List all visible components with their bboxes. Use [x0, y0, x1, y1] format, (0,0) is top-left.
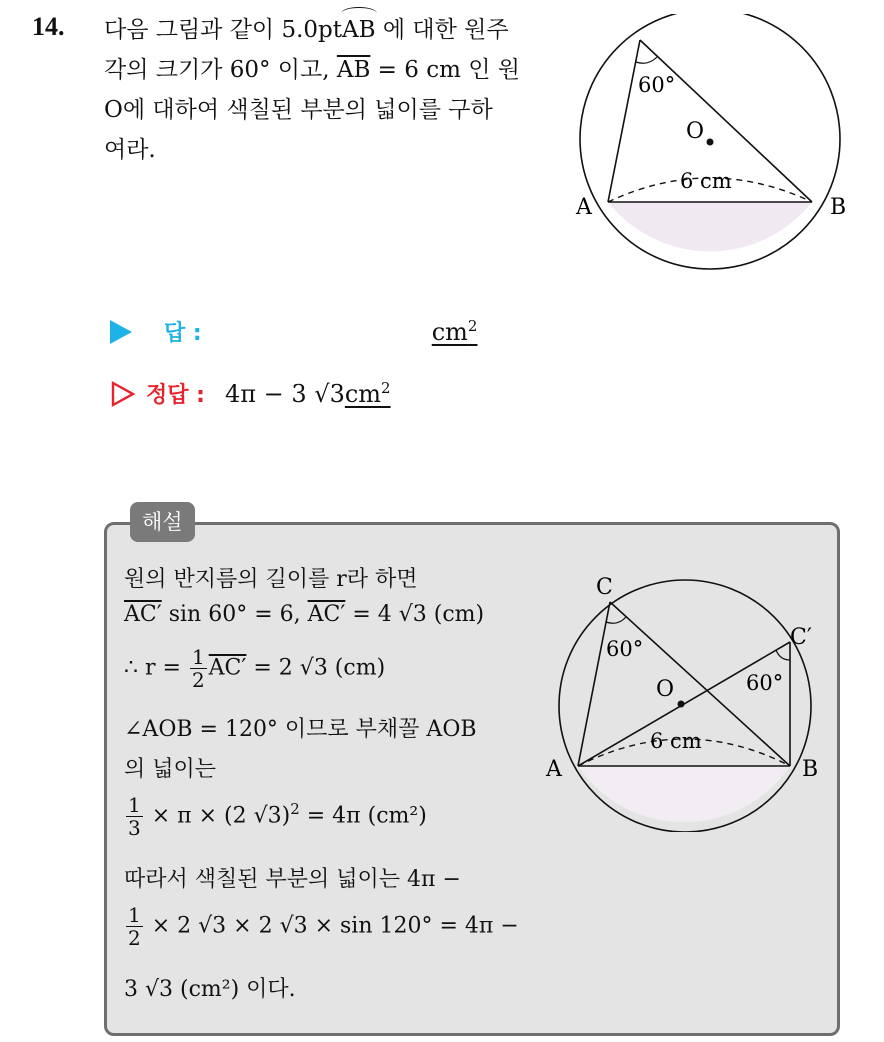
circle-o	[559, 580, 811, 832]
solution-line-5: 의 넓이는	[124, 757, 217, 782]
angle-arc	[636, 57, 657, 63]
point-a-label: A	[576, 195, 592, 220]
angle-label-2: 60°	[746, 671, 784, 695]
solution-line-6: $\frac{1}{3}$ × π × (2 √3)$^2$ = 4π (cm²)	[128, 793, 427, 840]
solution-line-4: ∠AOB = 120° 이므로 부채꼴 AOB	[124, 717, 477, 742]
solution-figure	[540, 570, 832, 832]
solution-line-9: 3 √3 (cm²) 이다.	[124, 977, 296, 1002]
correct-answer-value: 4π − 3 √3	[224, 379, 345, 408]
correct-answer-row	[110, 378, 391, 409]
side-ca	[608, 40, 640, 202]
correct-answer-unit: $cm^2$	[344, 379, 391, 408]
point-c2-label: C′	[790, 625, 812, 650]
point-c-label: C	[596, 575, 613, 600]
question-figure	[572, 14, 872, 274]
solution-line-7: 따라서 색칠된 부분의 넓이는 4π −	[124, 867, 461, 892]
question-line-3: O에 대하여 색칠된 부분의 넓이를 구하	[104, 97, 493, 123]
question-number: 14.	[32, 12, 65, 41]
answer-row	[110, 316, 477, 347]
point-b-label: B	[802, 757, 819, 782]
correct-answer-label: 정답 :	[146, 383, 205, 408]
shaded-segment	[608, 202, 812, 251]
center-label: O	[656, 677, 675, 702]
question-text	[104, 10, 564, 170]
question-line-4: 여라.	[104, 137, 156, 163]
center-dot	[707, 139, 714, 146]
solution-tag: 해설	[130, 502, 195, 542]
center-label: O	[686, 119, 705, 144]
chord-label: 6 cm	[650, 729, 702, 753]
answer-unit: $cm^2$	[431, 317, 478, 346]
question-line-1: 다음 그림과 같이 5.0ptAB 에 대한 원주	[104, 10, 564, 50]
arc-ab: AB	[342, 10, 376, 50]
point-b-label: B	[830, 195, 847, 220]
chord-label: 6 cm	[680, 169, 732, 193]
center-dot	[678, 701, 685, 708]
question-line-2: 각의 크기가 60° 이고, $\overline{AB} = 6$ cm 인 원	[104, 57, 520, 83]
segment-ab: $\overline{AB}$	[336, 57, 371, 83]
answer-label: 답 :	[164, 321, 202, 346]
hollow-triangle-icon	[110, 380, 136, 408]
angle-label: 60°	[638, 73, 676, 97]
solution-line-8: $\frac{1}{2}$ × 2 √3 × 2 √3 × sin 120° = 4π −	[128, 903, 519, 950]
solution-line-2: AC′ sin 60° = 6, AC′ = 4 √3 (cm)	[124, 602, 485, 627]
play-triangle-icon	[110, 320, 132, 344]
point-a-label: A	[546, 757, 562, 782]
solution-line-3: ∴ r = $\frac{1}{2}$ AC′ = 2 √3 (cm)	[124, 645, 386, 692]
solution-line-1: 원의 반지름의 길이를 r라 하면	[124, 567, 418, 592]
angle-label-1: 60°	[606, 637, 644, 661]
